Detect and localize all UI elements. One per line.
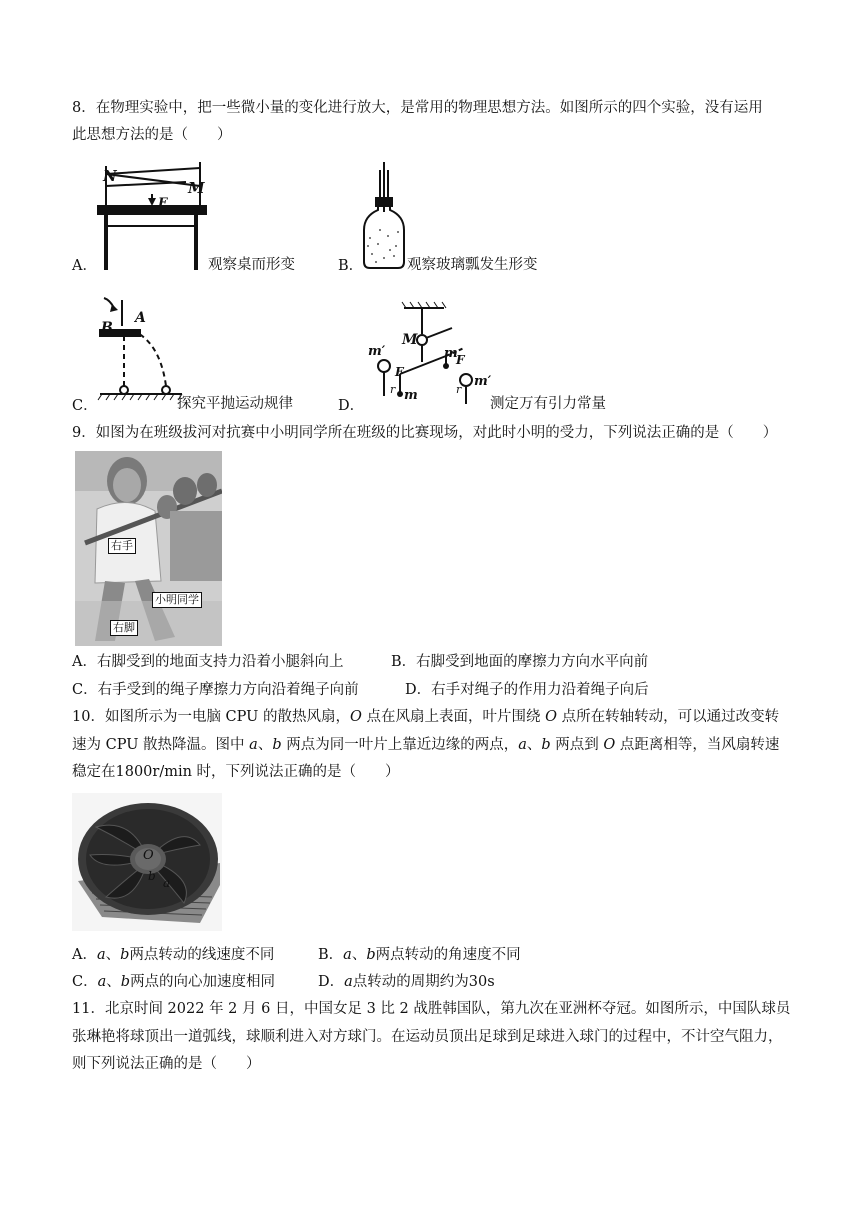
q10-option-c: C．a、b两点的向心加速度相同	[72, 974, 276, 990]
q9-option-b: B．右脚受到地面的摩擦力方向水平向前	[391, 654, 649, 670]
q8-stem-line1: 8．在物理实验中，把一些微小量的变化进行放大，是常用的物理思想方法。如图所示的四个实验，没有运用	[72, 100, 763, 116]
q10-option-b: B．a、b两点转动的角速度不同	[318, 947, 521, 963]
q8-figd-label-f-left: F	[395, 365, 404, 379]
q10-photo-label-a: a	[163, 876, 171, 890]
q8-figd-label-r-right: r	[456, 383, 462, 396]
q11-stem-line3: 则下列说法正确的是（ ）	[72, 1056, 261, 1072]
q8-figa-label-n: N	[103, 167, 117, 185]
q8-figa-label-m: M	[188, 179, 205, 197]
q10-stem-line1: 10．如图所示为一电脑 CPU 的散热风扇，O 点在风扇上表面，叶片围绕 O 点所在转轴转动，可以通过改变转	[72, 709, 780, 725]
q9-photo-label-right-foot: 右脚	[110, 620, 138, 636]
q10-option-a: A．a、b两点转动的线速度不同	[72, 947, 275, 963]
q9-photo-label-right-hand: 右手	[108, 538, 136, 554]
q9-stem: 9．如图为在班级拔河对抗赛中小明同学所在班级的比赛现场，对此时小明的受力，下列说法正确的是（ ）	[72, 425, 778, 441]
q8-figd-label-m-prime-right: m′	[474, 374, 492, 389]
q8-figc-label-b: B	[101, 320, 113, 336]
q8-option-a-letter: A．	[72, 258, 97, 274]
q8-figd-label-r-left: r	[390, 383, 396, 396]
q10-stem-line3: 稳定在1800r/min 时，下列说法正确的是（ ）	[72, 764, 400, 780]
q10-photo-label-o: O	[143, 848, 154, 863]
q8-option-b-text: 观察玻璃瓢发生形变	[407, 257, 538, 273]
q8-option-a-text: 观察桌而形变	[208, 257, 295, 273]
q9-option-c: C．右手受到的绳子摩擦力方向沿着绳子向前	[72, 682, 359, 698]
q8-figd-label-m-right: m	[444, 346, 458, 361]
q8-option-d-text: 测定万有引力常量	[490, 396, 606, 412]
q10-option-d: D．a点转动的周期约为30s	[318, 974, 495, 990]
q8-option-c-letter: C．	[72, 398, 98, 414]
q8-figa-label-f: F	[158, 196, 168, 211]
q9-option-d: D．右手对绳子的作用力沿着绳子向后	[405, 682, 649, 698]
q10-stem-line2: 速为 CPU 散热降温。图中 a、b 两点为同一叶片上靠近边缘的两点，a、b 两点到 O 点距离相等，当风扇转速	[72, 737, 780, 753]
q8-figd-label-m-left: m	[404, 388, 418, 403]
q8-stem-line2: 此思想方法的是（ ）	[72, 127, 232, 143]
q8-figc-label-a: A	[135, 310, 146, 326]
q8-figd-label-m-prime-left: m′	[368, 344, 386, 359]
q9-photo-label-xiaoming: 小明同学	[152, 592, 202, 608]
q11-stem-line1: 11．北京时间 2022 年 2 月 6 日，中国女足 3 比 2 战胜韩国队，第九次在亚洲杯夺冠。如图所示，中国队球员	[72, 1001, 791, 1017]
q10-photo-label-b: b	[148, 869, 156, 883]
q11-stem-line2: 张琳艳将球顶出一道弧线，球顺利进入对方球门。在运动员顶出足球到足球进入球门的过程中，不计空气阻力，	[72, 1029, 783, 1045]
q8-option-c-text: 探究平抛运动规律	[177, 396, 293, 412]
q8-option-b-letter: B．	[338, 258, 364, 274]
q9-tug-of-war-photo	[75, 451, 222, 646]
q9-option-a: A．右脚受到的地面支持力沿着小腿斜向上	[72, 654, 344, 670]
q8-figure-b-bottle	[360, 160, 408, 272]
q8-figd-label-m-top: M	[402, 332, 418, 348]
q8-option-d-letter: D．	[338, 398, 365, 414]
q8-figd-label-f-right: F	[456, 353, 465, 367]
